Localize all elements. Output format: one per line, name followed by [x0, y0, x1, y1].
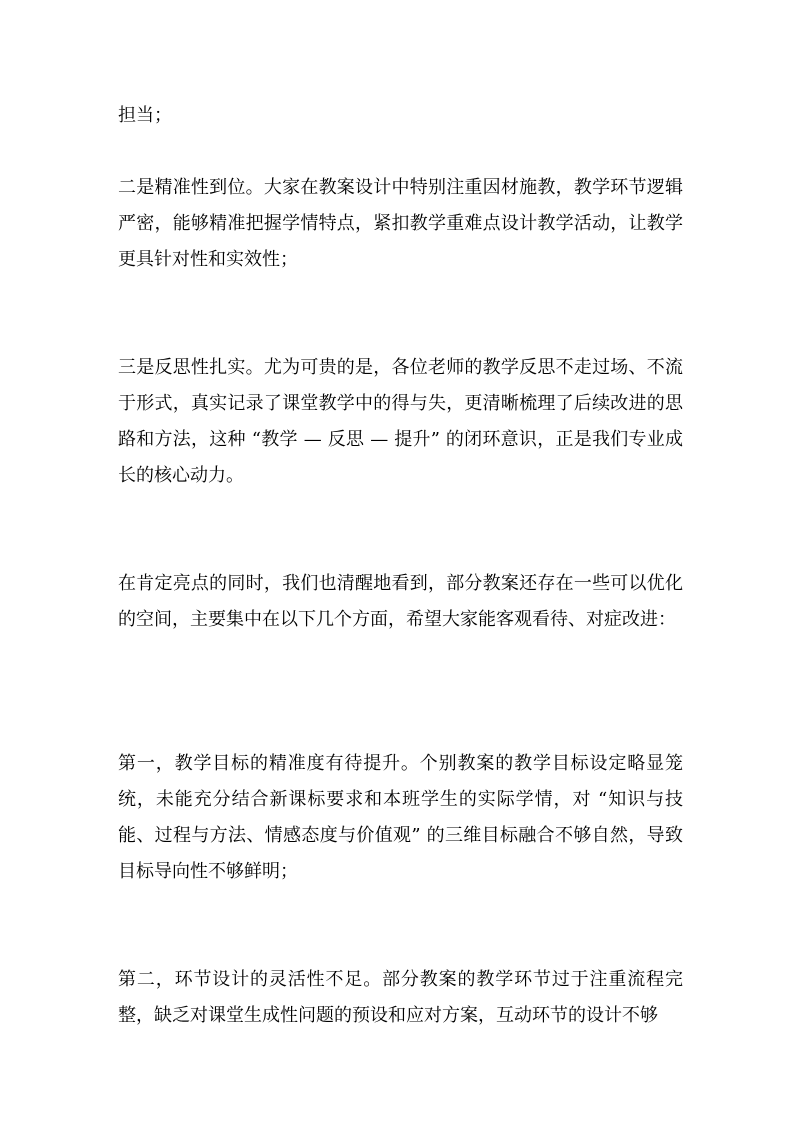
paragraph-4: 在肯定亮点的同时，我们也清醒地看到，部分教案还存在一些可以优化的空间，主要集中在以下几个方面，希望大家能客观看待、对症改进：: [118, 573, 683, 630]
paragraph-2: 二是精准性到位。大家在教案设计中特别注重因材施教，教学环节逻辑严密，能够精准把握学情特点，紧扣教学重难点设计教学活动，让教学更具针对性和实效性；: [118, 177, 683, 270]
paragraph-5: 第一，教学目标的精准度有待提升。个别教案的教学目标设定略显笼统，未能充分结合新课标要求和本班学生的实际学情，对 “知识与技能、过程与方法、情感态度与价值观” 的三维目标融合不够自然，导致目标导向性不够鲜明；: [118, 753, 683, 882]
paragraph-6: 第二，环节设计的灵活性不足。部分教案的教学环节过于注重流程完整，缺乏对课堂生成性问题的预设和应对方案，互动环节的设计不够: [118, 969, 683, 1026]
paragraph-3: 三是反思性扎实。尤为可贵的是，各位老师的教学反思不走过场、不流于形式，真实记录了课堂教学中的得与失，更清晰梳理了后续改进的思路和方法，这种 “教学 — 反思 — 提升” 的闭环意识，正是我们专业成长的核心动力。: [118, 357, 683, 486]
paragraph-1: 担当；: [118, 105, 172, 126]
